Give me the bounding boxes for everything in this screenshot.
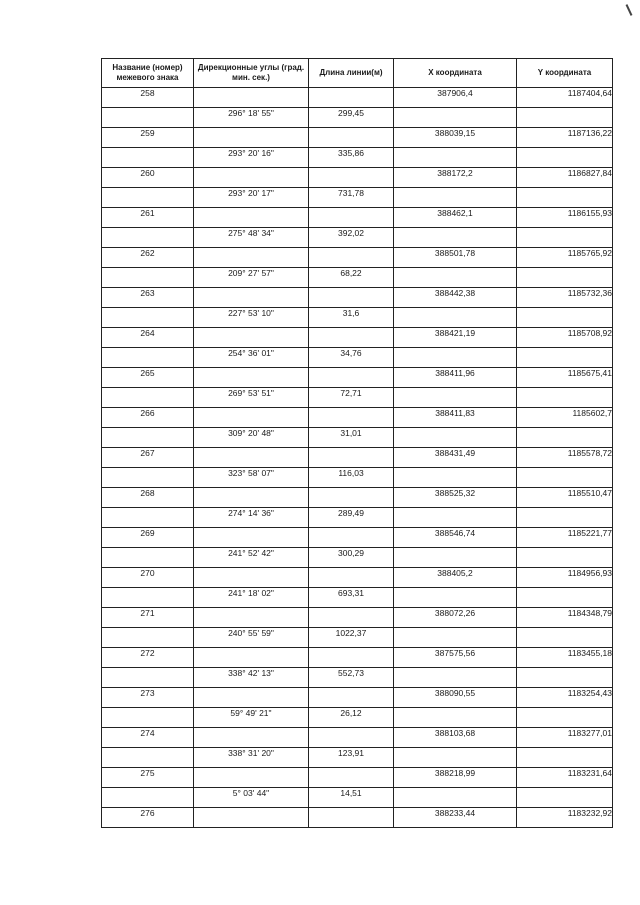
point-row: [102, 248, 613, 268]
line-length: 14,51: [309, 788, 394, 808]
point-name: 259: [102, 128, 194, 148]
direction-angle: 241° 18' 02": [194, 588, 309, 608]
point-name: 275: [102, 768, 194, 788]
header-direction-angle: Дирекционные углы (град. мин. сек.): [194, 59, 309, 88]
point-row: [102, 688, 613, 708]
empty-cell: [194, 88, 309, 108]
empty-cell: [102, 428, 194, 448]
line-length: 116,03: [309, 468, 394, 488]
empty-cell: [517, 348, 613, 368]
empty-cell: [394, 588, 517, 608]
point-name: 260: [102, 168, 194, 188]
segment-row: [102, 668, 613, 688]
x-coordinate: 387575,56: [394, 648, 517, 668]
empty-cell: [102, 588, 194, 608]
segment-row: [102, 708, 613, 728]
y-coordinate: 1183277,01: [517, 728, 613, 748]
point-row: [102, 528, 613, 548]
segment-row: [102, 508, 613, 528]
empty-cell: [194, 328, 309, 348]
empty-cell: [394, 228, 517, 248]
x-coordinate: 388411,96: [394, 368, 517, 388]
empty-cell: [102, 468, 194, 488]
point-row: [102, 568, 613, 588]
point-row: [102, 408, 613, 428]
point-row: [102, 288, 613, 308]
line-length: 26,12: [309, 708, 394, 728]
point-row: [102, 128, 613, 148]
empty-cell: [309, 448, 394, 468]
header-row: [102, 59, 613, 88]
empty-cell: [102, 348, 194, 368]
x-coordinate: 388405,2: [394, 568, 517, 588]
header-line-length: Длина линии(м): [309, 59, 394, 88]
point-row: [102, 608, 613, 628]
empty-cell: [517, 108, 613, 128]
direction-angle: 59° 49' 21": [194, 708, 309, 728]
empty-cell: [394, 148, 517, 168]
empty-cell: [394, 388, 517, 408]
empty-cell: [309, 688, 394, 708]
point-name: 262: [102, 248, 194, 268]
direction-angle: 274° 14' 36": [194, 508, 309, 528]
empty-cell: [309, 88, 394, 108]
empty-cell: [394, 508, 517, 528]
point-row: [102, 768, 613, 788]
direction-angle: 5° 03' 44": [194, 788, 309, 808]
point-name: 271: [102, 608, 194, 628]
empty-cell: [309, 608, 394, 628]
segment-row: [102, 228, 613, 248]
x-coordinate: 388546,74: [394, 528, 517, 548]
point-name: 273: [102, 688, 194, 708]
x-coordinate: 388442,38: [394, 288, 517, 308]
empty-cell: [102, 628, 194, 648]
empty-cell: [394, 188, 517, 208]
y-coordinate: 1185510,47: [517, 488, 613, 508]
empty-cell: [194, 288, 309, 308]
direction-angle: 241° 52' 42": [194, 548, 309, 568]
line-length: 34,76: [309, 348, 394, 368]
empty-cell: [394, 308, 517, 328]
point-row: [102, 88, 613, 108]
point-row: [102, 648, 613, 668]
empty-cell: [309, 288, 394, 308]
point-row: [102, 808, 613, 828]
boundary-coordinates-table: [101, 58, 613, 828]
x-coordinate: 388103,68: [394, 728, 517, 748]
y-coordinate: 1185602,7: [517, 408, 613, 428]
empty-cell: [102, 308, 194, 328]
point-name: 261: [102, 208, 194, 228]
empty-cell: [309, 168, 394, 188]
empty-cell: [102, 668, 194, 688]
empty-cell: [102, 788, 194, 808]
x-coordinate: 388218,99: [394, 768, 517, 788]
y-coordinate: 1185675,41: [517, 368, 613, 388]
empty-cell: [194, 728, 309, 748]
empty-cell: [194, 208, 309, 228]
header-x-coordinate: X координата: [394, 59, 517, 88]
empty-cell: [194, 608, 309, 628]
empty-cell: [102, 268, 194, 288]
empty-cell: [194, 408, 309, 428]
empty-cell: [194, 488, 309, 508]
line-length: 123,91: [309, 748, 394, 768]
empty-cell: [517, 268, 613, 288]
segment-row: [102, 148, 613, 168]
empty-cell: [394, 788, 517, 808]
point-row: [102, 328, 613, 348]
line-length: 72,71: [309, 388, 394, 408]
point-name: 267: [102, 448, 194, 468]
header-point-name: Название (номер) межевого знака: [102, 59, 194, 88]
empty-cell: [517, 228, 613, 248]
point-row: [102, 728, 613, 748]
empty-cell: [517, 668, 613, 688]
y-coordinate: 1185732,36: [517, 288, 613, 308]
line-length: 300,29: [309, 548, 394, 568]
empty-cell: [309, 128, 394, 148]
empty-cell: [102, 708, 194, 728]
y-coordinate: 1183231,64: [517, 768, 613, 788]
point-name: 266: [102, 408, 194, 428]
line-length: 68,22: [309, 268, 394, 288]
x-coordinate: 388072,26: [394, 608, 517, 628]
direction-angle: 275° 48' 34": [194, 228, 309, 248]
y-coordinate: 1185708,92: [517, 328, 613, 348]
empty-cell: [194, 568, 309, 588]
direction-angle: 269° 53' 51": [194, 388, 309, 408]
x-coordinate: 388421,19: [394, 328, 517, 348]
point-name: 276: [102, 808, 194, 828]
direction-angle: 254° 36' 01": [194, 348, 309, 368]
y-coordinate: 1186827,84: [517, 168, 613, 188]
empty-cell: [309, 808, 394, 828]
x-coordinate: 388039,15: [394, 128, 517, 148]
segment-row: [102, 468, 613, 488]
empty-cell: [517, 628, 613, 648]
empty-cell: [194, 808, 309, 828]
empty-cell: [309, 768, 394, 788]
point-row: [102, 168, 613, 188]
empty-cell: [517, 388, 613, 408]
empty-cell: [394, 628, 517, 648]
segment-row: [102, 788, 613, 808]
direction-angle: 323° 58' 07": [194, 468, 309, 488]
line-length: 392,02: [309, 228, 394, 248]
segment-row: [102, 188, 613, 208]
x-coordinate: 388172,2: [394, 168, 517, 188]
line-length: 31,01: [309, 428, 394, 448]
empty-cell: [517, 148, 613, 168]
y-coordinate: 1183232,92: [517, 808, 613, 828]
y-coordinate: 1184348,79: [517, 608, 613, 628]
empty-cell: [309, 408, 394, 428]
point-row: [102, 368, 613, 388]
empty-cell: [102, 508, 194, 528]
direction-angle: 296° 18' 55": [194, 108, 309, 128]
point-name: 270: [102, 568, 194, 588]
empty-cell: [394, 668, 517, 688]
point-name: 268: [102, 488, 194, 508]
empty-cell: [309, 328, 394, 348]
empty-cell: [194, 128, 309, 148]
segment-row: [102, 548, 613, 568]
empty-cell: [309, 568, 394, 588]
empty-cell: [309, 248, 394, 268]
empty-cell: [394, 748, 517, 768]
empty-cell: [517, 508, 613, 528]
x-coordinate: 388525,32: [394, 488, 517, 508]
point-name: 269: [102, 528, 194, 548]
empty-cell: [102, 228, 194, 248]
empty-cell: [102, 148, 194, 168]
y-coordinate: 1184956,93: [517, 568, 613, 588]
direction-angle: 309° 20' 48": [194, 428, 309, 448]
segment-row: [102, 748, 613, 768]
empty-cell: [194, 248, 309, 268]
empty-cell: [394, 108, 517, 128]
empty-cell: [517, 188, 613, 208]
segment-row: [102, 308, 613, 328]
x-coordinate: 388233,44: [394, 808, 517, 828]
line-length: 1022,37: [309, 628, 394, 648]
empty-cell: [194, 168, 309, 188]
empty-cell: [394, 708, 517, 728]
empty-cell: [309, 728, 394, 748]
empty-cell: [394, 428, 517, 448]
line-length: 289,49: [309, 508, 394, 528]
y-coordinate: 1183254,43: [517, 688, 613, 708]
line-length: 299,45: [309, 108, 394, 128]
empty-cell: [309, 648, 394, 668]
point-name: 265: [102, 368, 194, 388]
empty-cell: [394, 468, 517, 488]
empty-cell: [309, 368, 394, 388]
table-body: [102, 88, 613, 828]
y-coordinate: 1185765,92: [517, 248, 613, 268]
x-coordinate: 387906,4: [394, 88, 517, 108]
empty-cell: [517, 788, 613, 808]
segment-row: [102, 388, 613, 408]
segment-row: [102, 588, 613, 608]
empty-cell: [309, 208, 394, 228]
segment-row: [102, 428, 613, 448]
empty-cell: [517, 428, 613, 448]
empty-cell: [194, 768, 309, 788]
line-length: 693,31: [309, 588, 394, 608]
empty-cell: [394, 548, 517, 568]
x-coordinate: 388411,83: [394, 408, 517, 428]
empty-cell: [517, 748, 613, 768]
direction-angle: 240° 55' 59": [194, 628, 309, 648]
empty-cell: [309, 488, 394, 508]
point-row: [102, 208, 613, 228]
empty-cell: [194, 688, 309, 708]
empty-cell: [194, 448, 309, 468]
x-coordinate: 388090,55: [394, 688, 517, 708]
point-row: [102, 448, 613, 468]
line-length: 335,86: [309, 148, 394, 168]
header-y-coordinate: Y координата: [517, 59, 613, 88]
line-length: 731,78: [309, 188, 394, 208]
segment-row: [102, 628, 613, 648]
empty-cell: [194, 528, 309, 548]
direction-angle: 338° 31' 20": [194, 748, 309, 768]
empty-cell: [517, 468, 613, 488]
direction-angle: 293° 20' 16": [194, 148, 309, 168]
empty-cell: [517, 708, 613, 728]
empty-cell: [309, 528, 394, 548]
point-name: 272: [102, 648, 194, 668]
point-name: 263: [102, 288, 194, 308]
empty-cell: [102, 108, 194, 128]
empty-cell: [517, 548, 613, 568]
x-coordinate: 388462,1: [394, 208, 517, 228]
empty-cell: [102, 188, 194, 208]
line-length: 552,73: [309, 668, 394, 688]
empty-cell: [517, 588, 613, 608]
point-name: 264: [102, 328, 194, 348]
y-coordinate: 1185221,77: [517, 528, 613, 548]
point-name: 274: [102, 728, 194, 748]
direction-angle: 293° 20' 17": [194, 188, 309, 208]
segment-row: [102, 268, 613, 288]
y-coordinate: 1187404,64: [517, 88, 613, 108]
direction-angle: 209° 27' 57": [194, 268, 309, 288]
empty-cell: [102, 748, 194, 768]
empty-cell: [194, 648, 309, 668]
line-length: 31,6: [309, 308, 394, 328]
segment-row: [102, 108, 613, 128]
segment-row: [102, 348, 613, 368]
y-coordinate: 1186155,93: [517, 208, 613, 228]
y-coordinate: 1187136,22: [517, 128, 613, 148]
point-name: 258: [102, 88, 194, 108]
y-coordinate: 1183455,18: [517, 648, 613, 668]
direction-angle: 338° 42' 13": [194, 668, 309, 688]
empty-cell: [102, 388, 194, 408]
empty-cell: [102, 548, 194, 568]
empty-cell: [394, 348, 517, 368]
x-coordinate: 388501,78: [394, 248, 517, 268]
empty-cell: [394, 268, 517, 288]
direction-angle: 227° 53' 10": [194, 308, 309, 328]
empty-cell: [194, 368, 309, 388]
empty-cell: [517, 308, 613, 328]
x-coordinate: 388431,49: [394, 448, 517, 468]
scan-mark: [626, 4, 633, 16]
y-coordinate: 1185578,72: [517, 448, 613, 468]
point-row: [102, 488, 613, 508]
